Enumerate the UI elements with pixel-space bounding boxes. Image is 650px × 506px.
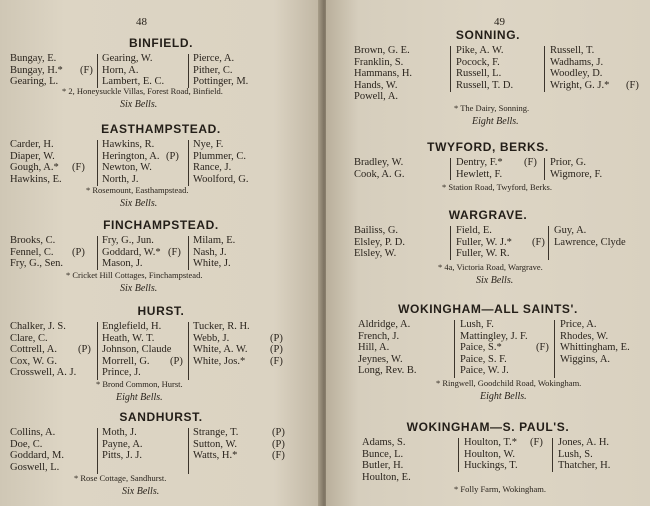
ringer-name: Russell, L. (456, 68, 502, 79)
ringer-marks (626, 45, 639, 91)
ringer-column (456, 157, 503, 180)
ringer-mark (536, 331, 549, 343)
ringer-name: Lush, S. (558, 448, 593, 460)
ringer-mark: (F) (530, 437, 543, 448)
ringer-mark (78, 321, 91, 333)
ringer-name: Morrell, G. (102, 355, 150, 367)
column-rule (188, 140, 189, 186)
ringer-mark (78, 367, 91, 379)
ringer-marks (72, 235, 85, 270)
ringer-column (354, 157, 404, 180)
ringer-column (460, 319, 528, 377)
ringer-name: Lawrence, Clyde (554, 236, 626, 248)
ringer-name: Goddard, M. (10, 450, 64, 461)
ringer-name: Field, E. (456, 225, 492, 236)
ringer-column (456, 45, 513, 91)
ringer-name: White, Jos.* (193, 355, 246, 367)
ringer-column (560, 319, 630, 365)
ringer-column (102, 53, 164, 88)
footnote: * Cricket Hill Cottages, Finchampstead. (66, 270, 203, 280)
column-rule (458, 438, 459, 472)
section-title: EASTHAMPSTEAD. (101, 122, 221, 136)
ringer-column (354, 225, 405, 260)
ringer-column (10, 139, 62, 185)
ringer-mark (72, 139, 85, 151)
ringer-name: Goddard, W.* (102, 246, 161, 258)
ringer-name: Pierce, A. (193, 53, 235, 64)
column-rule (188, 322, 189, 380)
ringer-name: Nye, F. (193, 139, 224, 150)
ringer-mark (626, 45, 639, 57)
ringer-mark: (P) (166, 150, 179, 162)
section-title: HURST. (137, 304, 185, 318)
ringer-mark (626, 68, 639, 80)
ringer-name: Bungay, E. (10, 53, 57, 64)
ringer-name: Gearing, L. (10, 76, 59, 87)
ringer-column (193, 427, 238, 462)
ringer-name: Fry, G., Jun. (102, 235, 154, 246)
section-title: SONNING. (455, 28, 521, 42)
ringer-column (558, 437, 610, 472)
ringer-column (550, 157, 602, 180)
ringer-name: Dentry, F.* (456, 157, 503, 168)
ringer-name: Hill, A. (358, 342, 390, 353)
ringer-name: Cottrell, A. (10, 344, 57, 355)
ringer-name: Cox, W. G. (10, 355, 57, 367)
footnote: * Brond Common, Hurst. (96, 379, 183, 389)
ringer-name: Mattingley, J. F. (460, 330, 528, 342)
ringer-name: Pottinger, M. (193, 76, 249, 87)
ringer-name: Powell, A. (354, 91, 399, 102)
ringer-mark (536, 354, 549, 366)
bells-count: Six Bells. (122, 486, 160, 497)
column-rule (450, 226, 451, 260)
ringer-mark (168, 258, 181, 270)
footnote: * Station Road, Twyford, Berks. (442, 182, 552, 192)
ringer-name: Wright, G. J.* (550, 79, 610, 91)
ringer-marks (532, 225, 545, 260)
ringer-column (10, 53, 63, 88)
ringer-name: Herington, A. (102, 150, 160, 162)
ringer-mark (78, 356, 91, 368)
ringer-mark: (P) (272, 427, 285, 438)
ringer-name: Houlton, E. (362, 471, 411, 483)
section-title: TWYFORD, BERKS. (427, 140, 549, 154)
ringer-name: Crosswell, A. J. (10, 367, 77, 378)
ringer-mark (524, 169, 537, 181)
column-rule (450, 158, 451, 180)
section-title: SANDHURST. (119, 410, 203, 424)
footnote: * The Dairy, Sonning. (454, 103, 530, 113)
ringer-marks (270, 321, 283, 379)
ringer-name: Wadhams, J. (550, 56, 604, 68)
column-rule (544, 46, 545, 92)
column-rule (552, 438, 553, 472)
ringer-name: Carder, H. (10, 139, 54, 150)
ringer-name: Payne, A. (102, 438, 143, 450)
section-hurst (0, 304, 322, 404)
ringer-name: Fennel, C. (10, 246, 54, 258)
section-finchampstead (0, 218, 322, 298)
ringer-name: Paice, S.* (460, 342, 502, 353)
ringer-mark (166, 174, 179, 186)
column-rule (544, 158, 545, 180)
ringer-name: Cook, A. G. (354, 168, 405, 180)
ringer-name: Pither, C. (193, 64, 233, 76)
footnote: * Rosemount, Easthampstead. (86, 185, 189, 195)
ringer-name: Pike, A. W. (456, 45, 504, 56)
ringer-name: Butler, H. (362, 460, 404, 471)
ringer-name: Diaper, W. (10, 150, 55, 162)
ringer-name: Aldridge, A. (358, 319, 411, 330)
ringer-name: White, J. (193, 258, 231, 269)
ringer-name: White, A. W. (193, 344, 248, 355)
ringer-column (10, 235, 63, 270)
ringer-name: Collins, A. (10, 427, 56, 438)
ringer-mark: (P) (270, 344, 283, 355)
ringer-marks (524, 157, 537, 180)
ringer-mark: (F) (168, 246, 181, 258)
column-rule (97, 322, 98, 380)
ringer-mark (72, 151, 85, 163)
ringer-name: Adams, S. (362, 437, 406, 448)
ringer-marks (170, 321, 183, 379)
bells-count: Eight Bells. (480, 391, 527, 402)
ringer-name: Bradley, W. (354, 157, 404, 168)
section-wokingham-all-saints (326, 302, 650, 406)
ringer-name: Hawkins, E. (10, 173, 62, 185)
ringer-name: Fry, G., Sen. (10, 258, 63, 269)
column-rule (554, 320, 555, 378)
ringer-name: Webb, J. (193, 332, 230, 344)
column-rule (97, 54, 98, 88)
ringer-name: Houlton, T.* (464, 437, 517, 448)
ringer-name: Gough, A.* (10, 162, 59, 173)
ringer-mark (170, 344, 183, 356)
ringer-marks (168, 235, 181, 270)
ringer-column (358, 319, 417, 377)
ringer-name: Russell, T. D. (456, 79, 514, 91)
ringer-column (554, 225, 626, 248)
column-rule (97, 236, 98, 270)
ringer-column (102, 235, 161, 270)
bells-count: Six Bells. (120, 99, 158, 110)
ringer-mark (72, 258, 85, 270)
ringer-marks (72, 139, 85, 185)
ringer-name: Price, A. (560, 319, 597, 330)
ringer-name: Nash, J. (193, 246, 227, 258)
ringer-mark (168, 235, 181, 247)
ringer-mark: (F) (532, 236, 545, 248)
ringer-name: Clare, C. (10, 332, 48, 344)
ringer-marks (78, 321, 91, 379)
section-wokingham-s-pauls (326, 420, 650, 504)
ringer-mark: (F) (270, 355, 283, 367)
right-page (326, 0, 650, 506)
ringer-name: Thatcher, H. (558, 460, 611, 471)
column-rule (188, 236, 189, 270)
ringer-name: Jeynes, W. (358, 353, 403, 365)
ringer-name: Plummer, C. (193, 150, 246, 162)
page-number: 48 (136, 16, 147, 28)
section-sonning (326, 28, 650, 132)
ringer-mark: (P) (170, 355, 183, 367)
ringer-column (193, 235, 235, 270)
ringer-name: Wigmore, F. (550, 168, 603, 180)
column-rule (97, 140, 98, 186)
ringer-mark (170, 367, 183, 379)
column-rule (97, 428, 98, 474)
ringer-name: Bunce, L. (362, 448, 404, 460)
ringer-mark: (F) (524, 157, 537, 168)
ringer-name: Woodley, D. (550, 68, 603, 79)
ringer-column (456, 225, 512, 260)
ringer-name: Lambert, E. C. (102, 76, 165, 87)
ringer-column (193, 139, 248, 185)
column-rule (450, 46, 451, 92)
ringer-marks (536, 319, 549, 377)
section-title: WOKINGHAM—S. PAUL'S. (406, 420, 570, 434)
ringer-mark (536, 365, 549, 377)
ringer-column (550, 45, 609, 91)
ringer-name: Newton, W. (102, 162, 152, 173)
ringer-mark (78, 333, 91, 345)
ringer-name: Horn, A. (102, 64, 139, 76)
ringer-name: Watts, H.* (193, 450, 238, 461)
ringer-name: Houlton, W. (464, 448, 516, 460)
ringer-mark (536, 319, 549, 331)
ringer-mark: (F) (80, 64, 93, 76)
ringer-name: Elsley, P. D. (354, 236, 405, 248)
column-rule (188, 428, 189, 474)
ringer-name: Whittingham, E. (560, 342, 630, 353)
ringer-mark (530, 460, 543, 472)
ringer-mark: (F) (536, 342, 549, 353)
column-rule (548, 226, 549, 260)
ringer-name: Hawkins, R. (102, 139, 155, 150)
ringer-marks (80, 53, 93, 88)
ringer-name: Woolford, G. (193, 173, 249, 185)
section-title: WARGRAVE. (448, 208, 528, 222)
ringer-mark: (P) (72, 246, 85, 258)
ringer-mark: (F) (626, 79, 639, 91)
ringer-name: Prince, J. (102, 367, 141, 378)
ringer-name: Goswell, L. (10, 461, 60, 473)
bells-count: Eight Bells. (472, 116, 519, 127)
ringer-mark: (F) (272, 450, 285, 461)
ringer-name: Gearing, W. (102, 53, 153, 64)
ringer-name: French, J. (358, 330, 400, 342)
ringer-mark (532, 248, 545, 260)
ringer-name: Elsley, W. (354, 248, 397, 259)
ringer-column (102, 427, 143, 462)
ringer-mark (166, 139, 179, 151)
page-number: 49 (494, 16, 505, 28)
ringer-column (362, 437, 411, 483)
ringer-mark (530, 449, 543, 461)
ringer-name: North, J. (102, 173, 139, 185)
ringer-mark (626, 57, 639, 69)
section-twyford (326, 140, 650, 198)
ringer-name: Paice, S. F. (460, 353, 507, 365)
ringer-name: Paice, W. J. (460, 365, 509, 376)
footnote: * Ringwell, Goodchild Road, Wokingham. (436, 378, 582, 388)
ringer-column (464, 437, 518, 472)
ringer-name: Long, Rev. B. (358, 365, 417, 376)
ringer-marks (166, 139, 179, 185)
ringer-mark (166, 162, 179, 174)
ringer-mark (270, 321, 283, 333)
ringer-column (10, 321, 76, 379)
ringer-name: Sutton, W. (193, 438, 238, 450)
ringer-name: Franklin, S. (354, 56, 404, 68)
ringer-name: Pitts, J. J. (102, 450, 142, 461)
ringer-mark (170, 321, 183, 333)
ringer-name: Chalker, J. S. (10, 321, 66, 332)
ringer-name: Brooks, C. (10, 235, 56, 246)
section-easthampstead (0, 122, 322, 212)
ringer-name: Russell, T. (550, 45, 595, 56)
ringer-name: Bailiss, G. (354, 225, 399, 236)
ringer-marks (530, 437, 543, 472)
column-rule (454, 320, 455, 378)
ringer-mark (170, 333, 183, 345)
ringer-name: Rhodes, W. (560, 330, 609, 342)
ringer-name: Jones, A. H. (558, 437, 610, 448)
ringer-name: Englefield, H. (102, 321, 162, 332)
ringer-name: Bungay, H.* (10, 64, 63, 76)
ringer-name: Hands, W. (354, 79, 398, 91)
ringer-name: Hammans, H. (354, 68, 413, 79)
section-wargrave (326, 208, 650, 286)
left-page (0, 0, 322, 506)
ringer-name: Prior, G. (550, 157, 587, 168)
ringer-column (102, 321, 171, 379)
footnote: * 4a, Victoria Road, Wargrave. (438, 262, 543, 272)
bells-count: Eight Bells. (116, 392, 163, 403)
ringer-name: Heath, W. T. (102, 332, 155, 344)
section-title: WOKINGHAM—ALL SAINTS'. (398, 302, 578, 316)
ringer-name: Mason, J. (102, 258, 143, 269)
ringer-column (10, 427, 64, 473)
ringer-mark (270, 367, 283, 379)
footnote: * Folly Farm, Wokingham. (454, 484, 546, 494)
ringer-column (193, 321, 250, 367)
ringer-name: Fuller, W. J.* (456, 236, 512, 248)
section-title: BINFIELD. (128, 36, 194, 50)
ringer-name: Rance, J. (193, 162, 232, 173)
ringer-name: Fuller, W. R. (456, 248, 510, 259)
ringer-marks (272, 427, 285, 462)
ringer-name: Moth, J. (102, 427, 137, 438)
ringer-mark (72, 235, 85, 247)
ringer-name: Huckings, T. (464, 460, 518, 471)
ringer-mark: (P) (272, 438, 285, 450)
ringer-name: Tucker, R. H. (193, 321, 250, 332)
ringer-column (354, 45, 412, 103)
ringer-name: Strange, T. (193, 427, 239, 438)
bells-count: Six Bells. (120, 283, 158, 294)
section-binfield (0, 36, 322, 114)
ringer-mark: (P) (78, 344, 91, 355)
ringer-name: Pocock, F. (456, 56, 500, 68)
ringer-mark (72, 174, 85, 186)
ringer-column (193, 53, 248, 88)
bells-count: Six Bells. (476, 275, 514, 286)
ringer-name: Wiggins, A. (560, 353, 611, 365)
ringer-name: Milam, E. (193, 235, 236, 246)
ringer-column (102, 139, 159, 185)
column-rule (188, 54, 189, 88)
ringer-name: Doe, C. (10, 438, 43, 450)
bells-count: Six Bells. (120, 198, 158, 209)
ringer-name: Lush, F. (460, 319, 494, 330)
ringer-name: Hewlett, F. (456, 168, 503, 180)
ringer-mark (532, 225, 545, 237)
ringer-name: Johnson, Claude (102, 344, 172, 355)
ringer-mark (80, 53, 93, 65)
section-sandhurst (0, 410, 322, 504)
section-title: FINCHAMPSTEAD. (103, 218, 219, 232)
footnote: * Rose Cottage, Sandhurst. (74, 473, 167, 483)
ringer-name: Guy, A. (554, 225, 587, 236)
ringer-mark: (P) (270, 332, 283, 344)
ringer-mark: (F) (72, 162, 85, 173)
footnote: * 2, Honeysuckle Villas, Forest Road, Binfield. (62, 86, 223, 96)
ringer-name: Brown, G. E. (354, 45, 410, 56)
